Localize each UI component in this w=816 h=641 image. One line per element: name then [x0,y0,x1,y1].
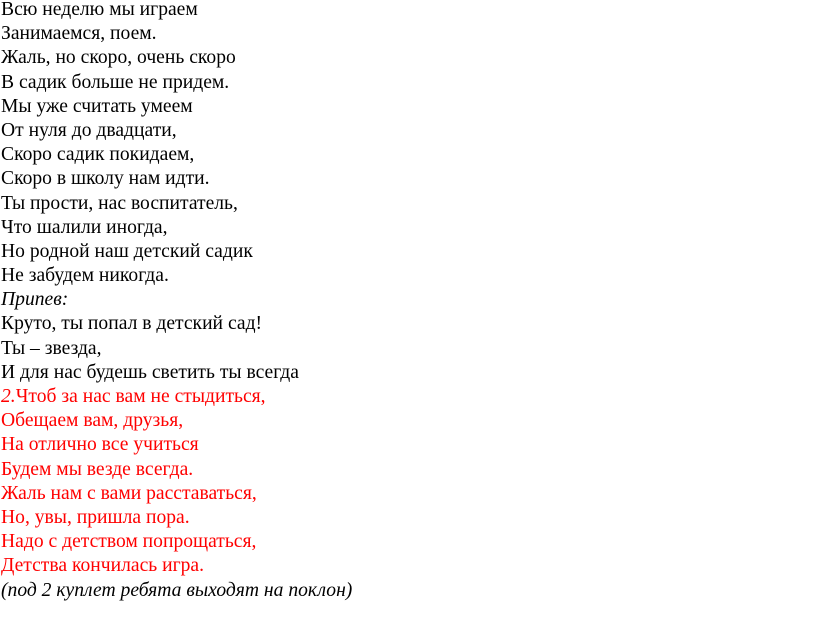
verse1-line: В садик больше не придем. [1,71,230,93]
verse1-line: Скоро в школу нам идти. [1,168,210,190]
verse2-line: Обещаем вам, друзья, [1,410,184,432]
song-lyrics [1,0,352,603]
verse1-line: Но родной наш детский садик [1,240,253,262]
verse2-line: Жаль нам с вами расставаться, [1,482,257,504]
verse2-line: Но, увы, пришла пора. [1,506,190,528]
verse1-line: Не забудем никогда. [1,265,169,287]
chorus-line: Ты – звезда, [1,337,102,359]
stage-note: (под 2 куплет ребята выходят на поклон) [1,579,353,601]
verse2-line: Чтоб за нас вам не стыдиться, [15,386,266,407]
verse2-line: Детства кончилась игра. [1,555,205,577]
chorus-line: Круто, ты попал в детский сад! [1,313,263,335]
verse2-line: Будем мы везде всегда. [1,458,194,480]
verse1-line: От нуля до двадцати, [1,119,177,141]
verse2-line: На отлично все учиться [1,434,199,456]
verse1-line: Занимаемся, поем. [1,23,157,45]
verse1-line: Ты прости, нас воспитатель, [1,192,238,214]
verse1-line: Скоро садик покидаем, [1,144,195,166]
chorus-line: И для нас будешь светить ты всегда [1,361,299,383]
verse1-line: Что шалили иногда, [1,216,168,238]
verse1-line: Всю неделю мы играем [1,0,198,20]
verse1-line: Жаль, но скоро, очень скоро [1,47,236,69]
verse2-first-line [1,385,352,409]
verse2-line: Надо с детством попрощаться, [1,531,257,553]
chorus-label: Припев: [1,289,69,311]
verse2-number: 2. [1,386,16,407]
verse1-line: Мы уже считать умеем [1,95,193,117]
